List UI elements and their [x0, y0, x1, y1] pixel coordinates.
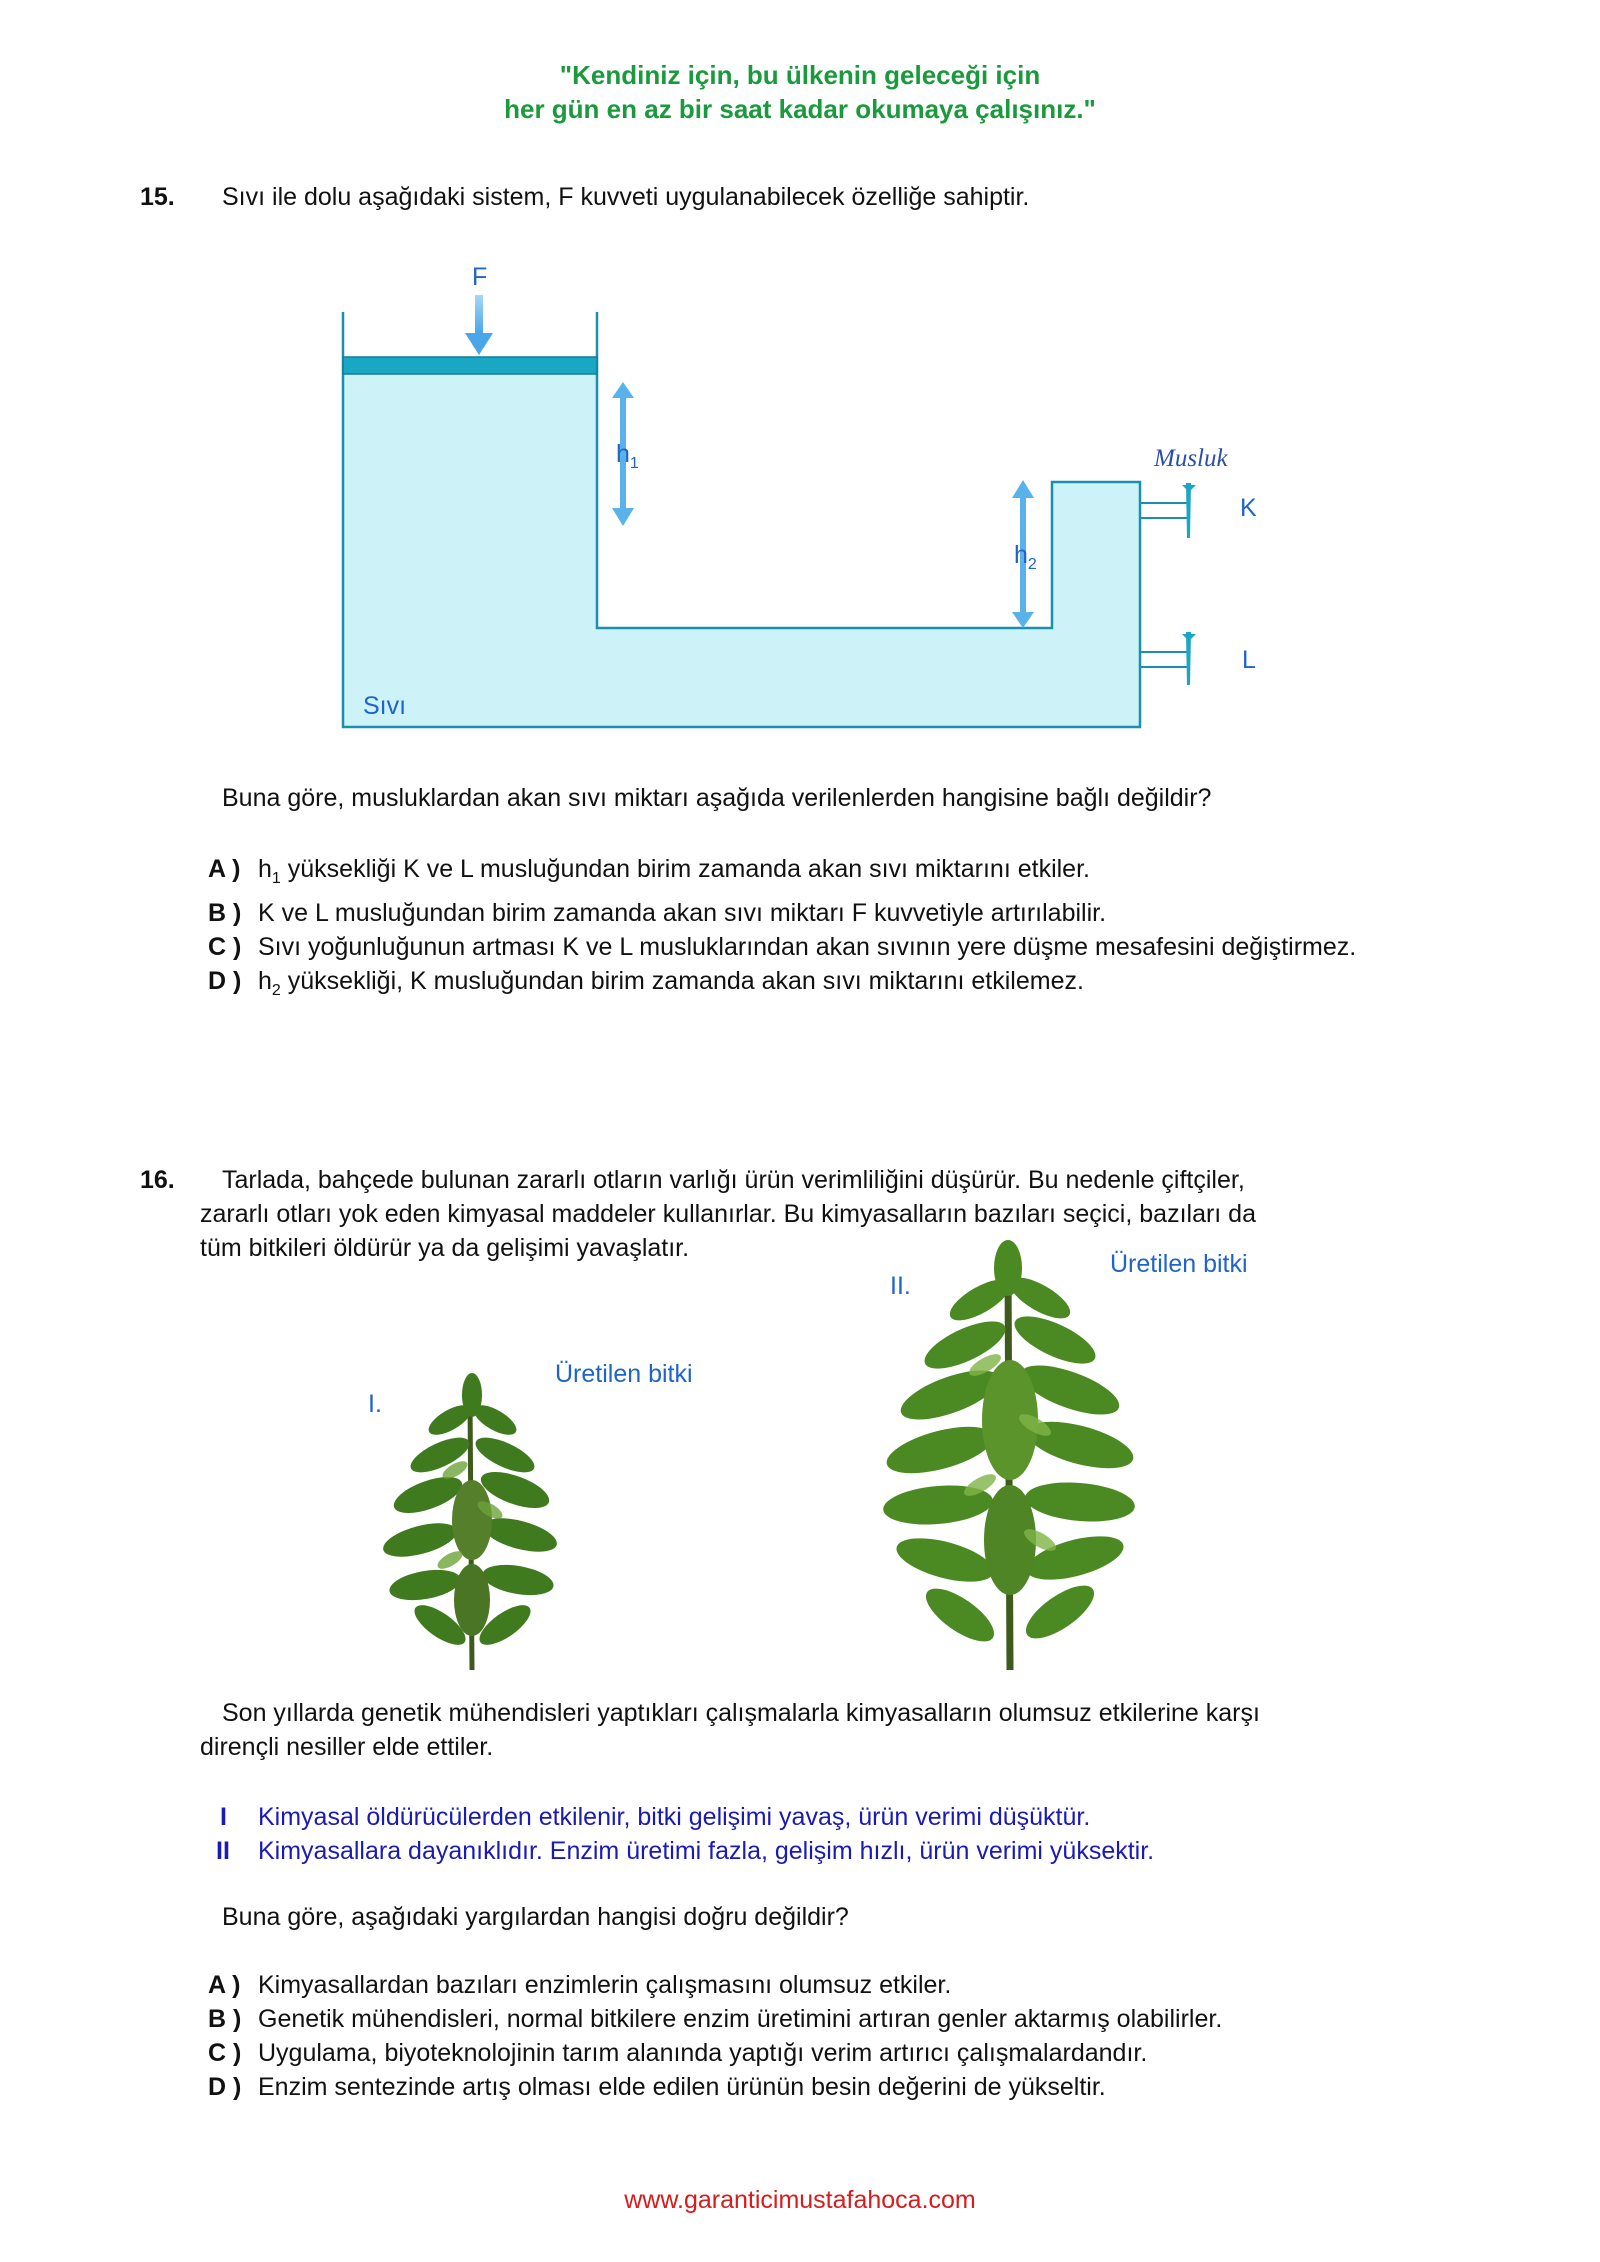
option-c[interactable]: C ) Uygulama, biyoteknolojinin tarım alanında yaptığı verim artırıcı çalışmalardandır.: [208, 2039, 1148, 2067]
plant-2-roman: II.: [890, 1272, 911, 1300]
piston: [343, 357, 597, 374]
liquid-label: Sıvı: [363, 692, 407, 720]
option-b[interactable]: B ) K ve L musluğundan birim zamanda akan sıvı miktarı F kuvvetiyle artırılabilir.: [208, 899, 1107, 927]
h2-label: $h_2$: [1014, 541, 1037, 573]
question-16-paragraph-line-2: dirençli nesiller elde ettiler.: [200, 1733, 494, 1761]
plant-1-image: [380, 1370, 560, 1680]
question-16-paragraph-line-1: Son yıllarda genetik mühendisleri yaptıkları çalışmalarla kimyasalların olumsuz etkilerine karşı: [222, 1699, 1260, 1727]
h1-arrow-top: [612, 382, 634, 398]
question-15-stem: Sıvı ile dolu aşağıdaki sistem, F kuvveti uygulanabilecek özelliğe sahiptir.: [222, 183, 1030, 211]
plant-2-image: [880, 1240, 1140, 1680]
h2-arrow-top: [1012, 480, 1034, 498]
question-16-stem-line-2: zararlı otları yok eden kimyasal maddeler kullanırlar. Bu kimyasalların bazıları seçici, bazıları da: [200, 1200, 1256, 1228]
question-16-options: [208, 1968, 1222, 2104]
question-16-number: 16.: [140, 1166, 175, 1194]
option-c[interactable]: C ) Sıvı yoğunluğunun artması K ve L musluklarından akan sıvının yere düşme mesafesini değiştirmez.: [208, 933, 1357, 961]
fact-2: II Kimyasallara dayanıklıdır. Enzim üretimi fazla, gelişim hızlı, ürün verimi yüksektir.: [216, 1837, 1155, 1865]
tap-caption: Musluk: [1154, 445, 1228, 472]
h1-label: $h_1$: [616, 440, 639, 472]
option-b[interactable]: B ) Genetik mühendisleri, normal bitkilere enzim üretimini artıran genler aktarmış olabilirler.: [208, 2005, 1223, 2033]
plant-1-caption: Üretilen bitki: [555, 1360, 693, 1388]
liquid-vessel-diagram: [300, 255, 1280, 735]
plant-1-roman: I.: [368, 1390, 382, 1418]
question-16-stem-line-3: tüm bitkileri öldürür ya da gelişimi yavaşlatır.: [200, 1234, 690, 1262]
h1-arrow-bottom: [612, 508, 634, 526]
tap-k-label: K: [1240, 494, 1257, 522]
motto-line-2: her gün en az bir saat kadar okumaya çalışınız.": [504, 94, 1096, 124]
fact-1: I Kimyasal öldürücülerden etkilenir, bitki gelişimi yavaş, ürün verimi düşüktür.: [220, 1803, 1091, 1831]
plant-2-caption: Üretilen bitki: [1110, 1250, 1248, 1278]
question-15-prompt: Buna göre, musluklardan akan sıvı miktarı aşağıda verilenlerden hangisine bağlı değildir?: [222, 784, 1212, 812]
option-a[interactable]: A ) $h_1$ yüksekliği K ve L musluğundan birim zamanda akan sıvı miktarını etkiler.: [208, 855, 1090, 887]
motto-line-1: "Kendiniz için, bu ülkenin geleceği için: [559, 60, 1041, 90]
question-15-number: 15.: [140, 183, 175, 211]
tap-l-label: L: [1242, 646, 1256, 674]
footer-website[interactable]: www.garanticimustafahoca.com: [624, 2186, 976, 2214]
question-16-prompt: Buna göre, aşağıdaki yargılardan hangisi doğru değildir?: [222, 1903, 849, 1931]
option-a[interactable]: A ) Kimyasallardan bazıları enzimlerin çalışmasını olumsuz etkiler.: [208, 1971, 952, 1999]
option-d[interactable]: D ) $h_2$ yüksekliği, K musluğundan birim zamanda akan sıvı miktarını etkilemez.: [208, 967, 1084, 999]
option-d[interactable]: D ) Enzim sentezinde artış olması elde edilen ürünün besin değerini de yükseltir.: [208, 2073, 1106, 2101]
h2-arrow-bottom: [1012, 612, 1034, 628]
plant-facts: [208, 1800, 1154, 1868]
force-label: F: [472, 263, 488, 291]
force-arrow: [465, 333, 493, 355]
question-16-stem-line-1: Tarlada, bahçede bulunan zararlı otların varlığı ürün verimliliğini düşürür. Bu nedenle çiftçiler,: [222, 1166, 1245, 1194]
question-15-options: [208, 852, 1356, 1008]
